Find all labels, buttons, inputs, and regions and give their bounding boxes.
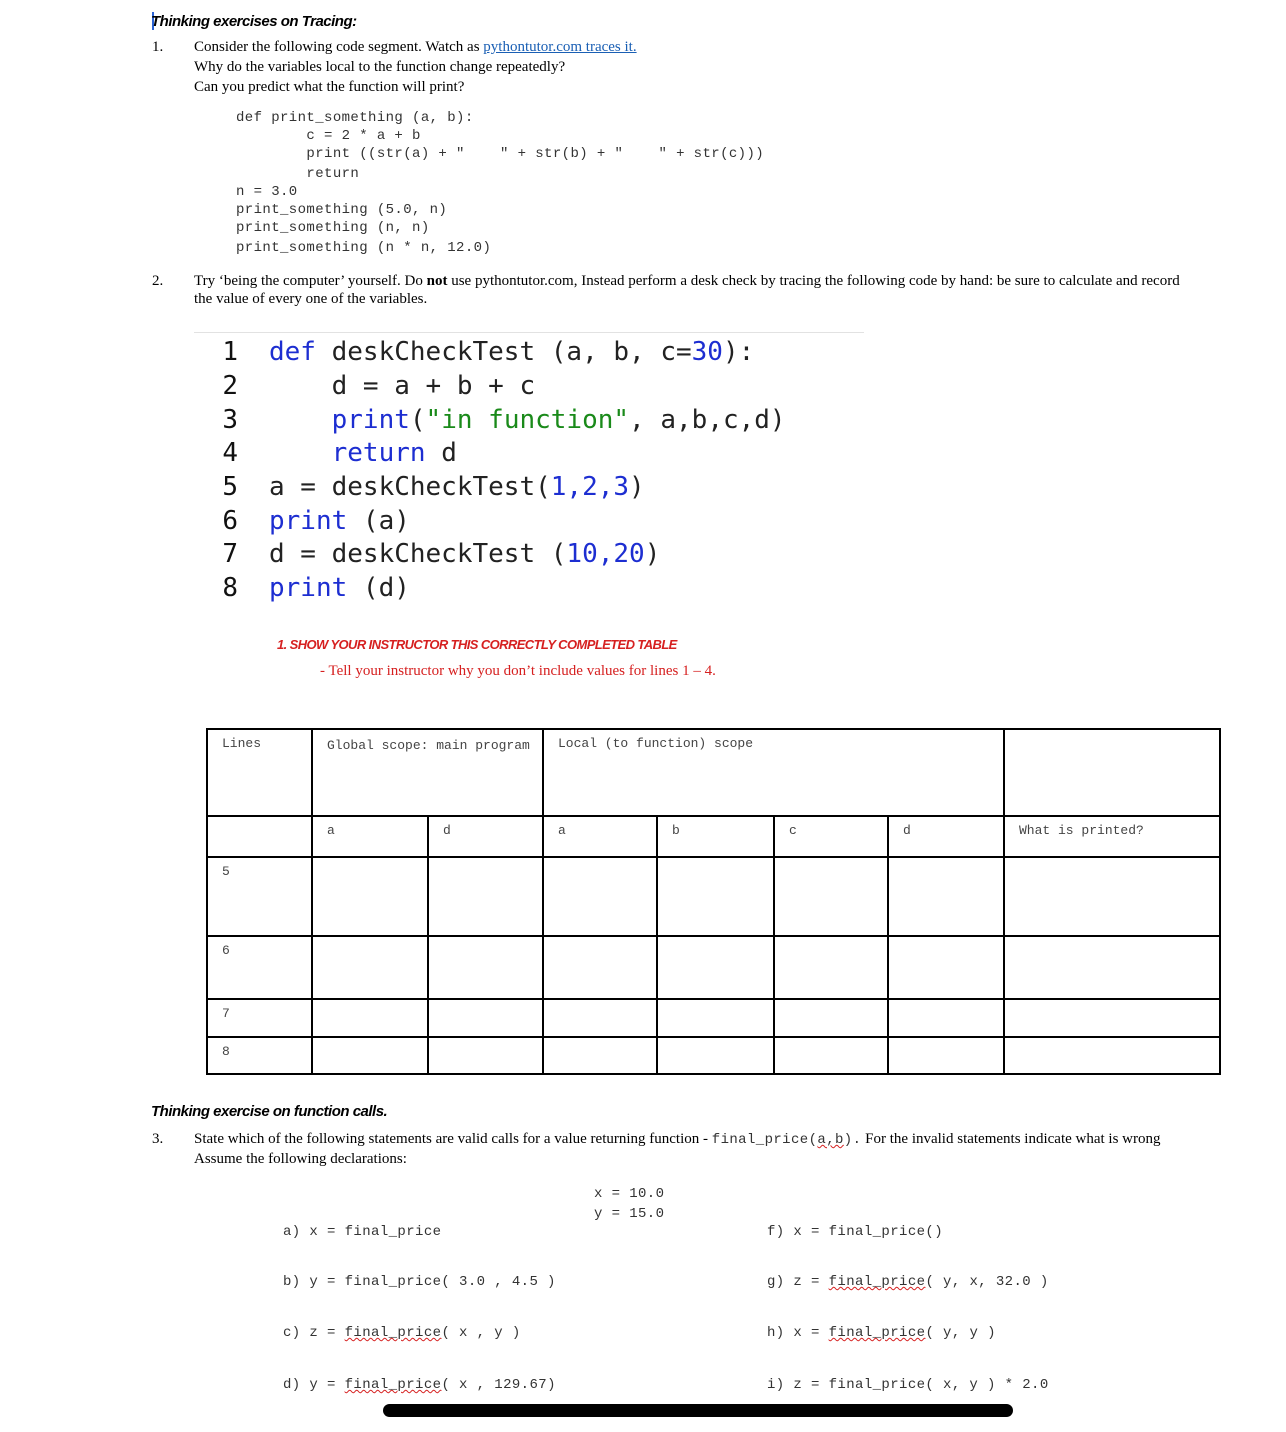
stmt-fn: final_price: [344, 1377, 442, 1393]
q2-text-b: use pythontutor.com, Instead perform a desk check by tracing the following code by hand: be sure to calculate and record: [447, 273, 1180, 289]
code-text: a = deskCheckTest(: [269, 472, 551, 502]
code1-line: print_something (5.0, n): [236, 202, 448, 218]
q1-line3: Can you predict what the function will print?: [194, 79, 465, 95]
code-text: d = deskCheckTest (: [269, 539, 567, 569]
table-row: [207, 936, 1220, 999]
subheader-printed: What is printed?: [1004, 816, 1220, 857]
code-text: , a,b,c,d): [629, 405, 786, 435]
cell-input[interactable]: [888, 936, 1004, 999]
line-number: 8: [222, 573, 238, 603]
table-header-row: [207, 729, 1220, 816]
instructor-subnote: - Tell your instructor why you don’t include values for lines 1 – 4.: [320, 663, 716, 679]
statement-d: [283, 1377, 556, 1393]
q3-func-close: ).: [843, 1132, 862, 1148]
subheader-global-a: a: [312, 816, 428, 857]
desk-check-code: [194, 332, 864, 605]
keyword: print: [269, 573, 348, 603]
cell-input[interactable]: [543, 1037, 657, 1074]
header-local: Local (to function) scope: [543, 729, 1004, 816]
line-number: 5: [222, 472, 238, 502]
subheader-local-a: a: [543, 816, 657, 857]
cell-input[interactable]: [428, 999, 543, 1037]
code-text: d: [425, 438, 457, 468]
code2-line-6: [269, 506, 410, 536]
cell-input[interactable]: [428, 1037, 543, 1074]
function-calls-heading: Thinking exercise on function calls.: [151, 1103, 388, 1120]
row-line-number: 7: [207, 999, 312, 1037]
code1-line: print ((str(a) + " " + str(b) + " " + str(c))): [236, 146, 765, 162]
q1-number: 1.: [152, 39, 164, 55]
q2-line2: the value of every one of the variables.: [194, 291, 428, 307]
pythontutor-link[interactable]: pythontutor.com traces it.: [483, 39, 637, 55]
q2-number: 2.: [152, 273, 164, 289]
q3-number: 3.: [152, 1131, 164, 1147]
q2-text-bold: not: [426, 273, 448, 289]
table-subheader-row: [207, 816, 1220, 857]
cell-input[interactable]: [657, 936, 774, 999]
code-text: (: [409, 405, 426, 435]
stmt-part: g) z =: [767, 1274, 829, 1290]
code-text: ): [629, 472, 645, 502]
cell-input[interactable]: [1004, 999, 1220, 1037]
header-lines: Lines: [207, 729, 312, 816]
code2-line-4: [269, 438, 457, 468]
cell-input[interactable]: [312, 857, 428, 936]
declaration-x: x = 10.0: [594, 1186, 665, 1202]
cell-input[interactable]: [888, 857, 1004, 936]
code2-line-3: [269, 405, 786, 435]
q1-line2: Why do the variables local to the function change repeatedly?: [194, 59, 566, 75]
table-row: [207, 999, 1220, 1037]
header-extra: [1004, 729, 1220, 816]
code2-line-8: [269, 573, 410, 603]
subheader-global-d: d: [428, 816, 543, 857]
cell-input[interactable]: [774, 999, 888, 1037]
line-number: 7: [222, 539, 238, 569]
code1-line: print_something (n, n): [236, 220, 430, 236]
stmt-fn: final_price: [344, 1325, 442, 1341]
q1-line1: [194, 37, 637, 57]
stmt-part: ( y, y ): [925, 1325, 996, 1341]
stmt-part: h) x =: [767, 1325, 829, 1341]
cell-input[interactable]: [543, 857, 657, 936]
stmt-part: ( x , 129.67): [441, 1377, 556, 1393]
stmt-part: ( y, x, 32.0 ): [925, 1274, 1049, 1290]
statement-c: [283, 1325, 521, 1341]
cell-input[interactable]: [428, 936, 543, 999]
statement-g: [767, 1274, 1049, 1290]
cell-input[interactable]: [1004, 857, 1220, 936]
cell-input[interactable]: [657, 999, 774, 1037]
statement-f: f) x = final_price(): [767, 1224, 944, 1240]
code-text: (d): [347, 573, 410, 603]
cell-input[interactable]: [1004, 936, 1220, 999]
q3-func-code: final_price(: [711, 1132, 818, 1148]
keyword: def: [269, 337, 316, 367]
number: 30: [691, 337, 723, 367]
cell-input[interactable]: [312, 1037, 428, 1074]
row-line-number: 5: [207, 857, 312, 936]
stmt-fn: final_price: [828, 1325, 926, 1341]
q1-text: Consider the following code segment. Watch as: [194, 39, 484, 55]
code1-line: return: [236, 166, 360, 182]
string: "in function": [425, 405, 630, 435]
code-text: ): [644, 539, 661, 569]
statement-b: b) y = final_price( 3.0 , 4.5 ): [283, 1274, 556, 1290]
cell-input[interactable]: [888, 999, 1004, 1037]
cell-input[interactable]: [888, 1037, 1004, 1074]
header-global: Global scope: main program: [312, 729, 543, 816]
statement-a: a) x = final_price: [283, 1224, 442, 1240]
line-number: 6: [222, 506, 238, 536]
q2-line1: [194, 271, 1180, 291]
code-text: deskCheckTest (a, b, c=: [315, 337, 692, 367]
q3-line2: Assume the following declarations:: [194, 1151, 407, 1167]
code1-line: print_something (n * n, 12.0): [236, 240, 492, 256]
q3-text-b: For the invalid statements indicate what is wrong: [861, 1131, 1161, 1147]
cell-input[interactable]: [774, 1037, 888, 1074]
cell-input[interactable]: [312, 936, 428, 999]
q3-line1: [194, 1129, 1161, 1150]
code1-line: c = 2 * a + b: [236, 128, 421, 144]
table-row: [207, 1037, 1220, 1074]
stmt-part: ( x , y ): [441, 1325, 521, 1341]
row-line-number: 6: [207, 936, 312, 999]
keyword: print: [269, 506, 348, 536]
line-number: 4: [222, 438, 238, 468]
cell-input[interactable]: [428, 857, 543, 936]
keyword: print: [269, 405, 410, 435]
q2-text-a: Try ‘being the computer’ yourself. Do: [194, 273, 427, 289]
subheader-local-d: d: [888, 816, 1004, 857]
number: 10,20: [566, 539, 645, 569]
horizontal-scrollbar[interactable]: [383, 1404, 1013, 1417]
cell-input[interactable]: [657, 1037, 774, 1074]
line-number: 3: [222, 405, 238, 435]
cell-input[interactable]: [774, 936, 888, 999]
trace-table: [206, 728, 1221, 1075]
code1-line: n = 3.0: [236, 184, 298, 200]
q3-text-a: State which of the following statements are valid calls for a value returning function -: [194, 1131, 712, 1147]
code2-line-1: [269, 337, 754, 367]
subheader-local-b: b: [657, 816, 774, 857]
number: 1,2,3: [550, 472, 630, 502]
keyword: return: [269, 438, 426, 468]
cell-input[interactable]: [774, 857, 888, 936]
table-row: [207, 857, 1220, 936]
declaration-y: y = 15.0: [594, 1206, 665, 1222]
cell-input[interactable]: [543, 999, 657, 1037]
tracing-heading: Thinking exercises on Tracing:: [151, 13, 357, 30]
code2-line-2: d = a + b + c: [269, 371, 536, 401]
stmt-fn: final_price: [828, 1274, 926, 1290]
statement-i: i) z = final_price( x, y ) * 2.0: [767, 1377, 1049, 1393]
cell-input[interactable]: [1004, 1037, 1220, 1074]
cell-input[interactable]: [657, 857, 774, 936]
line-number: 1: [222, 337, 238, 367]
code1-line: def print_something (a, b):: [236, 110, 474, 126]
code-text: ):: [722, 337, 755, 367]
subheader-empty: [207, 816, 312, 857]
code2-line-5: [269, 472, 645, 502]
cell-input[interactable]: [312, 999, 428, 1037]
instructor-note: 1. SHOW YOUR INSTRUCTOR THIS CORRECTLY COMPLETED TABLE: [277, 637, 677, 652]
stmt-part: d) y =: [283, 1377, 345, 1393]
code-text: (a): [347, 506, 410, 536]
q3-func-args: a,b: [817, 1132, 844, 1148]
line-number: 2: [222, 371, 238, 401]
subheader-local-c: c: [774, 816, 888, 857]
stmt-part: c) z =: [283, 1325, 345, 1341]
code2-line-7: [269, 539, 660, 569]
row-line-number: 8: [207, 1037, 312, 1074]
statement-h: [767, 1325, 996, 1341]
cell-input[interactable]: [543, 936, 657, 999]
